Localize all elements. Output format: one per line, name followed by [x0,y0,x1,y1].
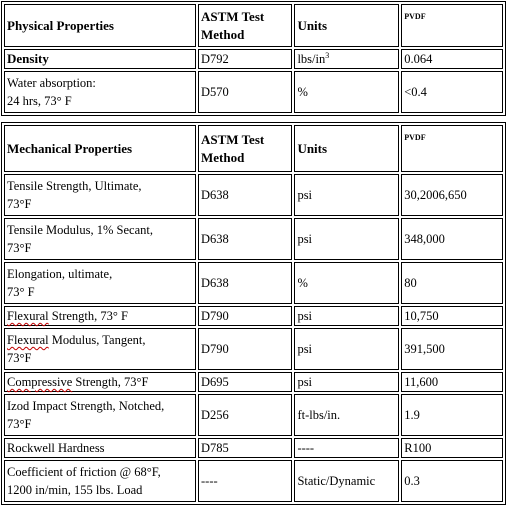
property-header: Mechanical Properties [4,125,196,172]
method-cell: D790 [198,328,292,370]
table-row [4,49,503,69]
table-row [4,218,503,260]
table-header-row [4,4,503,47]
property-cell: Flexural Modulus, Tangent, 73°F [4,328,196,370]
units-header: Units [294,125,399,172]
value-cell: 1.9 [401,394,503,436]
table-row [4,438,503,458]
value-cell: 30,2006,650 [401,174,503,216]
value-cell: 11,600 [401,372,503,392]
value-cell: 10,750 [401,306,503,326]
units-cell: ---- [294,438,399,458]
table-row [4,174,503,216]
method-cell: D256 [198,394,292,436]
property-cell: Coefficient of friction @ 68°F, 1200 in/min, 155 lbs. Load [4,460,196,502]
units-cell: psi [294,174,399,216]
units-cell: Static/Dynamic [294,460,399,502]
units-cell: psi [294,218,399,260]
material-header: PVDF [401,125,503,172]
units-cell: psi [294,306,399,326]
value-cell: 0.064 [401,49,503,69]
table-row [4,394,503,436]
units-cell: psi [294,328,399,370]
value-cell: <0.4 [401,71,503,113]
method-cell: D792 [198,49,292,69]
value-cell: 391,500 [401,328,503,370]
method-cell: D790 [198,306,292,326]
property-cell: Water absorption: 24 hrs, 73° F [4,71,196,113]
property-cell: Density [4,49,196,69]
value-cell: R100 [401,438,503,458]
property-cell: Elongation, ultimate, 73° F [4,262,196,304]
units-cell: % [294,71,399,113]
property-header: Physical Properties [4,4,196,47]
table-row [4,306,503,326]
method-cell: D638 [198,262,292,304]
units-header: Units [294,4,399,47]
table-row [4,372,503,392]
method-cell: D638 [198,218,292,260]
table-header-row [4,125,503,172]
units-cell: ft-lbs/in. [294,394,399,436]
method-cell: D570 [198,71,292,113]
property-cell: Rockwell Hardness [4,438,196,458]
method-cell: D695 [198,372,292,392]
table-row [4,460,503,502]
astm-method-header: ASTM Test Method [198,4,292,47]
table-row [4,262,503,304]
method-cell: ---- [198,460,292,502]
value-cell: 80 [401,262,503,304]
units-cell: lbs/$in^3$ [294,49,399,69]
method-cell: D785 [198,438,292,458]
mechanical-properties-table [1,122,506,505]
material-header: PVDF [401,4,503,47]
property-cell: Izod Impact Strength, Notched, 73°F [4,394,196,436]
property-cell: Tensile Modulus, 1% Secant, 73°F [4,218,196,260]
table-row [4,328,503,370]
units-cell: psi [294,372,399,392]
units-cell: % [294,262,399,304]
value-cell: 0.3 [401,460,503,502]
property-cell: Flexural Strength, 73° F [4,306,196,326]
property-cell: Compressive Strength, 73°F [4,372,196,392]
property-cell: Tensile Strength, Ultimate, 73°F [4,174,196,216]
value-cell: 348,000 [401,218,503,260]
physical-properties-table [1,1,506,116]
table-row [4,71,503,113]
method-cell: D638 [198,174,292,216]
astm-method-header: ASTM Test Method [198,125,292,172]
